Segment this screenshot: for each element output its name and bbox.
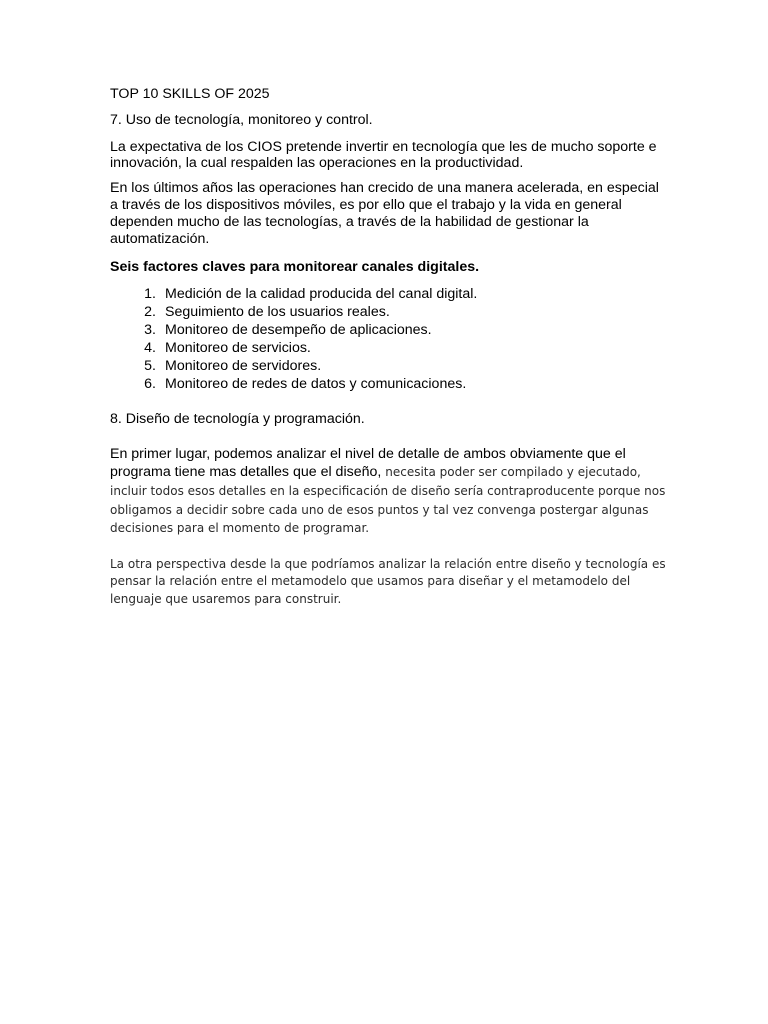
factor-text: Monitoreo de servicios. [165, 339, 311, 356]
document-title: TOP 10 SKILLS OF 2025 [110, 86, 270, 102]
factor-number: 5. [144, 357, 156, 374]
document-body [110, 86, 670, 609]
section-8-paragraph-1-alt: necesita poder ser compilado y ejecutado, incluir todos esos detalles en la especificación de diseño sería contraproducente porque nos obligamos a decidir sobre cada uno de esos puntos y tal vez convenga postergar algunas decisiones para el momento de programar. [110, 465, 666, 536]
section-7-heading: 7. Uso de tecnología, monitoreo y control. [110, 111, 373, 128]
factor-item [110, 358, 670, 376]
factor-text: Seguimiento de los usuarios reales. [165, 304, 390, 321]
section-7-paragraph-1: La expectativa de los CIOS pretende invertir en tecnología que les de mucho soporte e innovación, la cual respalden las operaciones en la productividad. [110, 138, 657, 172]
factor-number: 6. [144, 375, 156, 392]
section-8-heading: 8. Diseño de tecnología y programación. [110, 410, 365, 427]
factor-item [110, 376, 670, 394]
factor-text: Monitoreo de desempeño de aplicaciones. [165, 321, 432, 338]
section-8-paragraph-2: La otra perspectiva desde la que podríamos analizar la relación entre diseño y tecnología es pensar la relación entre el metamodelo que usamos para diseñar y el metamodelo del lenguaje que usaremos para construir. [110, 556, 666, 606]
factors-heading: Seis factores claves para monitorear canales digitales. [110, 259, 480, 276]
factor-number: 2. [144, 304, 156, 321]
factor-item [110, 322, 670, 340]
factor-item [110, 340, 670, 358]
section-8-paragraph-1-sans: En primer lugar, podemos analizar el nivel de detalle de ambos obviamente que el programa tiene mas detalles que el diseño, [110, 446, 626, 481]
factor-item [110, 304, 670, 322]
factor-item [110, 286, 670, 304]
factor-number: 4. [144, 339, 156, 356]
section-7-paragraph-2: En los últimos años las operaciones han crecido de una manera acelerada, en especial a través de los dispositivos móviles, es por ello que el trabajo y la vida en general dependen mucho de las tecnologías, a través de la habilidad de gestionar la automatización. [110, 180, 659, 247]
factor-text: Monitoreo de redes de datos y comunicaciones. [165, 375, 467, 392]
factor-text: Monitoreo de servidores. [165, 357, 322, 374]
factor-number: 3. [144, 321, 156, 338]
factor-text: Medición de la calidad producida del canal digital. [165, 286, 478, 303]
factors-list [110, 286, 670, 393]
factor-number: 1. [144, 286, 156, 303]
section-8-paragraph-1 [110, 445, 670, 537]
